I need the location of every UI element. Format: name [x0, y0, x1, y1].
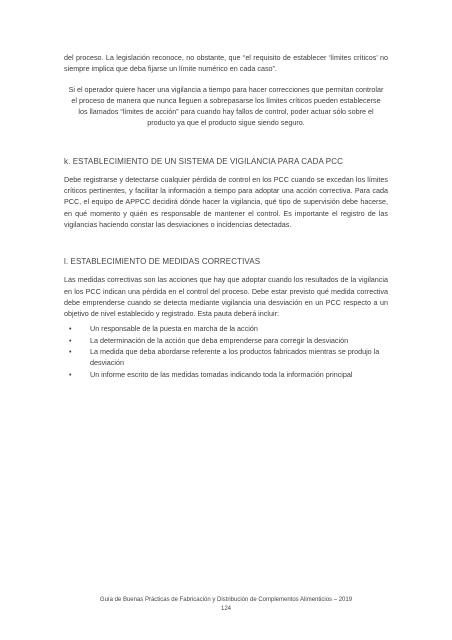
list-item-text: La medida que deba abordarse referente a los productos fabricados mientras se produjo la desviación — [90, 347, 380, 368]
footer-title: Guía de Buenas Prácticas de Fabricación y Distribución de Complementos Alimenticios – 2019 — [99, 597, 353, 603]
bullet-icon: • — [69, 369, 72, 379]
bullet-icon: • — [69, 324, 72, 334]
page-footer — [0, 596, 452, 613]
page-number: 124 — [220, 605, 231, 612]
bullet-icon: • — [69, 335, 72, 345]
list-item-text: La determinación de la acción que deba emprenderse para corregir la desviación — [90, 335, 349, 345]
list-item — [64, 335, 388, 346]
section-l-heading: l. ESTABLECIMIENTO DE MEDIDAS CORRECTIVAS — [64, 257, 261, 267]
section-k-paragraph: Debe registrarse y detectarse cualquier pérdida de control en los PCC cuando se excedan los límites críticos pertinentes, y facilitar la información a tiempo para adoptar una acción correctiva. Para cada PCC, el equipo de APPCC decidirá dónde hacer la vigilancia, qué tipo de supervisión debe hacerse, en qué momento y quién es responsable de mantener el control. Es importante el registro de las vigilancias haciendo constar las desviaciones o incidencias detectadas. — [64, 174, 388, 229]
list-item — [64, 346, 388, 369]
list-item — [64, 369, 388, 380]
section-k-heading: k. ESTABLECIMIENTO DE UN SISTEMA DE VIGILANCIA PARA CADA PCC — [64, 156, 343, 166]
page-content — [64, 52, 388, 380]
list-item — [64, 323, 388, 334]
intro-paragraph: del proceso. La legislación reconoce, no obstante, que “el requisito de establecer ‘límites críticos’ no siempre implica que deba fijarse un límite numérico en cada caso”. — [64, 53, 388, 74]
highlighted-paragraph: Si el operador quiere hacer una vigilancia a tiempo para hacer correcciones que permitan controlar el proceso de manera que nunca lleguen a sobrepasarse los límites críticos pueden establecerse los llamados “límites de acción” para cuando hay fallos de control, poder actuar sólo sobre el producto ya que el producto sigue siendo seguro. — [68, 84, 384, 128]
corrective-measures-list — [64, 323, 388, 379]
section-l-paragraph: Las medidas correctivas son las acciones que hay que adoptar cuando los resultados de la vigilancia en los PCC indican una pérdida en el control del proceso. Debe estar previsto qué medida correctiva debe emprenderse cuando se detecta mediante vigilancia una desviación en un PCC respecto a un objetivo de nivel establecido y registrado. Esta pauta deberá incluir: — [64, 275, 388, 319]
bullet-icon: • — [69, 347, 72, 357]
list-item-text: Un responsable de la puesta en marcha de la acción — [90, 324, 258, 334]
list-item-text: Un informe escrito de las medidas tomadas indicando toda la información principal — [90, 369, 353, 379]
